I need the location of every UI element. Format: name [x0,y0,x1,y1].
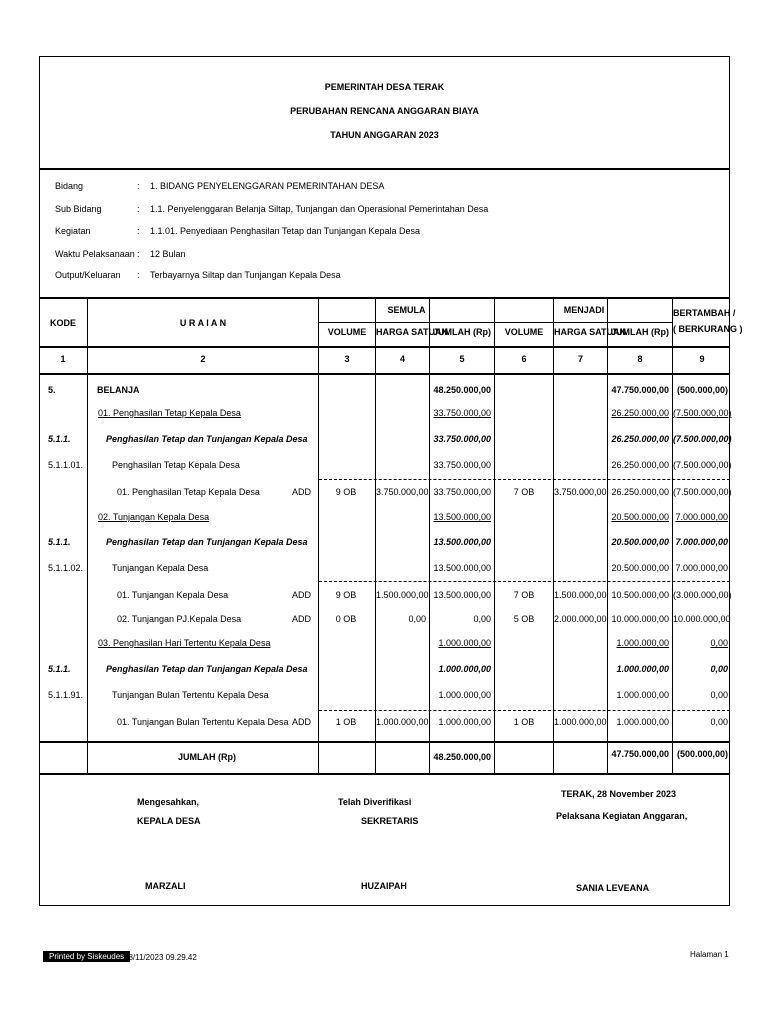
info-value: 1.1. Penyelenggaran Belanja Siltap, Tunjangan dan Operasional Pemerintahan Desa [150,204,489,214]
row-kode: 5.1.1.91. [48,690,84,700]
row-selisih: (500.000,00) [676,385,728,395]
col-volume-1: VOLUME [327,327,367,337]
row-selisih: 0,00 [710,638,728,648]
row-uraian: BELANJA [97,385,140,395]
row-jumlah-menjadi: 1.000.000,00 [616,638,669,648]
row-harga-semula: 0,00 [408,614,426,624]
header-line-3: TAHUN ANGGARAN 2023 [330,130,439,140]
sign-mid-top: Telah Diverifikasi [338,797,412,807]
header-divider [39,168,730,170]
row-uraian: 02. Tunjangan PJ.Kepala Desa [117,614,242,624]
row-jumlah-semula: 1.000.000,00 [438,638,491,648]
column-number: 5 [459,354,465,364]
row-volume-menjadi: 7 OB [513,590,535,600]
row-harga-semula: 3.750.000,00 [376,487,429,497]
header-line-2: PERUBAHAN RENCANA ANGGARAN BIAYA [290,106,479,116]
info-value: 12 Bulan [150,249,186,259]
row-selisih: 0,00 [710,664,728,674]
row-harga-semula: 1.000.000,00 [376,717,429,727]
info-label: Sub Bidang [55,204,102,214]
col-semula-header: SEMULA [387,305,426,315]
col-menjadi-header: MENJADI [563,305,605,315]
row-uraian: Penghasilan Tetap dan Tunjangan Kepala Desa [106,664,308,674]
sign-left-top: Mengesahkan, [137,797,200,807]
info-value: 1. BIDANG PENYELENGGARAN PEMERINTAHAN DESA [150,181,385,191]
col-berkurang-header: ( BERKURANG ) [673,324,743,334]
row-jumlah-semula: 33.750.000,00 [433,408,491,418]
row-jumlah-menjadi: 26.250.000,00 [611,408,669,418]
info-colon: : [137,249,140,259]
table-top-border [39,297,730,299]
row-harga-semula: 1.500.000,00 [376,590,429,600]
row-selisih: 7.000.000,00 [675,512,728,522]
total-label: JUMLAH (Rp) [178,752,236,762]
row-jumlah-semula: 48.250.000,00 [433,385,491,395]
col-jumlah-1: JUMLAH (Rp) [433,327,491,337]
sign-mid-title: SEKRETARIS [361,816,419,826]
row-jumlah-semula: 13.500.000,00 [433,537,491,547]
row-jumlah-menjadi: 1.000.000,00 [616,664,669,674]
dashed-separator [319,479,730,480]
col-line [429,297,430,773]
total-jumlah-menjadi: 47.750.000,00 [611,749,669,759]
row-selisih: 7.000.000,00 [675,537,728,547]
row-uraian: 01. Penghasilan Tetap Kepala Desa [117,487,260,497]
info-value: 1.1.01. Penyediaan Penghasilan Tetap dan Tunjangan Kepala Desa [150,226,421,236]
row-jumlah-semula: 13.500.000,00 [433,512,491,522]
row-uraian: 01. Tunjangan Kepala Desa [117,590,229,600]
col-volume-2: VOLUME [504,327,544,337]
row-selisih: 0,00 [710,690,728,700]
page-number: Halaman 1 [690,950,729,959]
row-kode: 5.1.1.02. [48,563,84,573]
col-uraian-header: U R A I A N [179,318,227,328]
row-harga-menjadi: 2.000.000,00 [554,614,607,624]
row-uraian: Penghasilan Tetap Kepala Desa [112,460,240,470]
row-volume-menjadi: 5 OB [513,614,535,624]
row-selisih: (7.500.000,00) [673,434,732,444]
row-kode: 5.1.1. [48,664,71,674]
col-harga-2: HARGA SATUAN [554,327,626,337]
col-harga-1: HARGA SATUAN [376,327,448,337]
row-selisih: (7.500.000,00) [673,460,732,470]
row-jumlah-menjadi: 20.500.000,00 [611,563,669,573]
row-jumlah-semula: 0,00 [473,614,491,624]
row-jumlah-menjadi: 1.000.000,00 [616,717,669,727]
sign-right-name: SANIA LEVEANA [576,883,650,893]
dashed-separator [319,710,730,711]
row-uraian: Tunjangan Bulan Tertentu Kepala Desa [112,690,269,700]
info-label: Bidang [55,181,84,191]
row-jumlah-menjadi: 10.500.000,00 [611,590,669,600]
info-colon: : [137,181,140,191]
row-source: ADD [292,717,312,727]
row-jumlah-semula: 1.000.000,00 [438,664,491,674]
col-line [553,297,554,773]
row-volume-semula: 9 OB [335,590,357,600]
col-line [607,297,608,773]
row-jumlah-semula: 33.750.000,00 [433,434,491,444]
row-jumlah-menjadi: 26.250.000,00 [611,434,669,444]
printed-by-badge: Printed by Siskeudes [43,951,130,962]
row-jumlah-semula: 33.750.000,00 [433,487,491,497]
total-jumlah-semula: 48.250.000,00 [433,752,491,762]
column-number: 7 [577,354,583,364]
col-line [318,297,319,773]
row-jumlah-menjadi: 10.000.000,00 [611,614,669,624]
row-jumlah-semula: 1.000.000,00 [438,717,491,727]
row-kode: 5.1.1. [48,434,71,444]
column-number: 4 [399,354,405,364]
sign-left-name: MARZALI [145,881,186,891]
col-line [494,297,495,773]
total-selisih: (500.000,00) [676,749,728,759]
row-jumlah-semula: 33.750.000,00 [433,460,491,470]
col-kode-header: KODE [49,318,76,328]
sign-left-title: KEPALA DESA [137,816,201,826]
col-line [672,297,673,773]
row-selisih: (7.500.000,00) [673,408,732,418]
row-uraian: 02. Tunjangan Kepala Desa [98,512,210,522]
header-bottom-border [39,346,730,348]
row-volume-menjadi: 7 OB [513,487,535,497]
sign-right-top: TERAK, 28 November 2023 [561,789,677,799]
info-label: Output/Keluaran [55,270,121,280]
total-bottom-border [39,773,730,775]
info-label: Kegiatan [55,226,91,236]
row-uraian: Penghasilan Tetap dan Tunjangan Kepala Desa [106,434,308,444]
row-uraian: 01. Penghasilan Tetap Kepala Desa [98,408,241,418]
subheader-divider [319,322,672,323]
row-source: ADD [292,487,312,497]
row-volume-semula: 0 OB [335,614,357,624]
row-selisih: (7.500.000,00) [673,487,732,497]
row-volume-menjadi: 1 OB [513,717,535,727]
row-uraian: Penghasilan Tetap dan Tunjangan Kepala Desa [106,537,308,547]
info-label: Waktu Pelaksanaan [55,249,135,259]
row-selisih: (3.000.000,00) [673,590,732,600]
row-jumlah-semula: 13.500.000,00 [433,590,491,600]
row-kode: 5. [48,385,56,395]
row-selisih: 7.000.000,00 [675,563,728,573]
column-number: 6 [521,354,527,364]
col-line-kode [87,297,88,773]
column-number: 8 [637,354,643,364]
row-volume-semula: 9 OB [335,487,357,497]
col-jumlah-2: JUMLAH (Rp) [611,327,669,337]
row-selisih: 10.000.000,00 [673,614,731,624]
column-number: 3 [344,354,350,364]
row-jumlah-menjadi: 20.500.000,00 [611,512,669,522]
row-jumlah-menjadi: 20.500.000,00 [611,537,669,547]
row-uraian: 01. Tunjangan Bulan Tertentu Kepala Desa [117,717,289,727]
sign-right-title: Pelaksana Kegiatan Anggaran, [556,811,688,821]
row-kode: 5.1.1. [48,537,71,547]
sign-mid-name: HUZAIPAH [361,881,407,891]
header-line-1: PEMERINTAH DESA TERAK [324,82,445,92]
info-colon: : [137,204,140,214]
col-bertambah-header: BERTAMBAH / [673,308,736,318]
total-top-border [39,741,730,743]
row-kode: 5.1.1.01. [48,460,84,470]
row-jumlah-menjadi: 26.250.000,00 [611,460,669,470]
info-colon: : [137,270,140,280]
row-jumlah-semula: 13.500.000,00 [433,563,491,573]
row-harga-menjadi: 1.000.000,00 [554,717,607,727]
row-jumlah-menjadi: 26.250.000,00 [611,487,669,497]
numbers-bottom-border [39,373,730,375]
column-number: 1 [60,354,66,364]
row-jumlah-menjadi: 1.000.000,00 [616,690,669,700]
dashed-separator [319,581,730,582]
row-harga-menjadi: 3.750.000,00 [554,487,607,497]
row-source: ADD [292,614,312,624]
row-volume-semula: 1 OB [335,717,357,727]
column-number: 9 [699,354,705,364]
column-number: 2 [200,354,206,364]
row-selisih: 0,00 [710,717,728,727]
col-line [375,297,376,773]
print-timestamp: 28/11/2023 09.29.42 [124,953,197,962]
row-uraian: Tunjangan Kepala Desa [112,563,209,573]
row-source: ADD [292,590,312,600]
info-value: Terbayarnya Siltap dan Tunjangan Kepala Desa [150,270,341,280]
document-frame [39,56,743,906]
row-jumlah-menjadi: 47.750.000,00 [611,385,669,395]
row-jumlah-semula: 1.000.000,00 [438,690,491,700]
row-uraian: 03. Penghasilan Hari Tertentu Kepala Desa [98,638,271,648]
row-harga-menjadi: 1.500.000,00 [554,590,607,600]
info-colon: : [137,226,140,236]
